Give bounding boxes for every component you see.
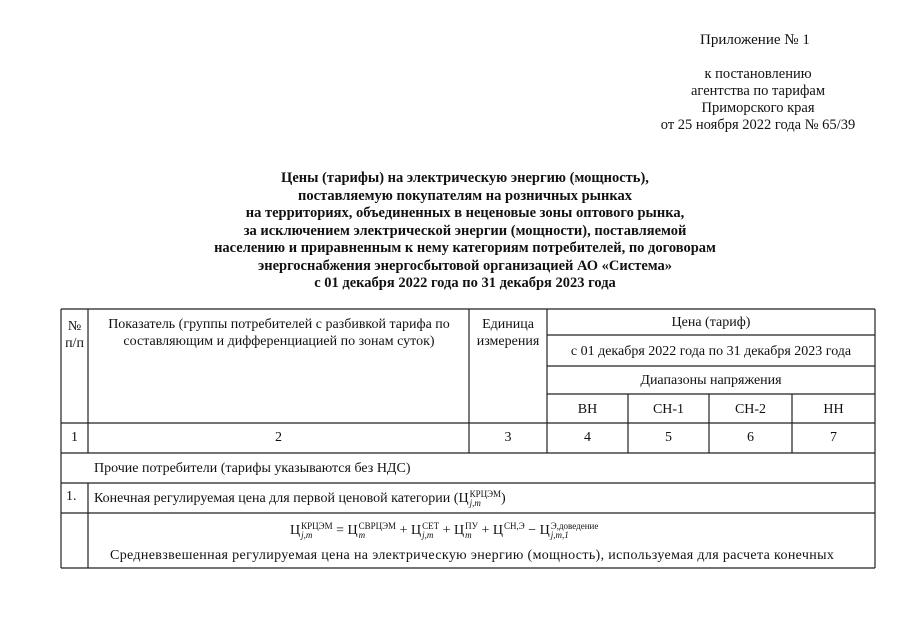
formula-term: Ц — [290, 523, 301, 539]
formula-term: Ц — [492, 523, 504, 539]
appendix-label: Приложение № 1 — [700, 32, 810, 48]
formula-sup: Э,доведение — [550, 521, 599, 531]
title-line: энергоснабжения энергосбытовой организацией АО «Система» — [257, 257, 673, 274]
decree-line: к постановлению — [704, 66, 812, 82]
title-line: с 01 декабря 2022 года по 31 декабря 2023 года — [314, 275, 616, 291]
column-number: 3 — [504, 430, 512, 445]
title-line: на территориях, объединенных в неценовые зоны оптового рынка, — [245, 205, 685, 221]
decree-line: от 25 ноября 2022 года № 65/39 — [660, 117, 856, 133]
col-header-number: № п/п — [65, 319, 84, 351]
formula-sup: КРЦЭМ — [301, 521, 333, 531]
column-number: 5 — [665, 430, 672, 445]
row1-title — [94, 490, 854, 508]
column-number: 2 — [275, 430, 282, 445]
formula-term: Ц — [410, 523, 422, 539]
title-line: поставляемую покупателям на розничных рынках — [298, 187, 632, 204]
voltage-nn: НН — [823, 402, 844, 417]
decree-line: агентства по тарифам — [691, 83, 825, 99]
title-line: населению и приравненным к нему категориям потребителей, по договорам — [214, 240, 716, 256]
formula-sup: ПУ — [465, 521, 479, 531]
voltage-ranges-label: Диапазоны напряжения — [640, 373, 782, 388]
row1-description: Средневзвешенная регулируемая цена на электрическую энергию (мощность), используемая для расчета конечных — [110, 548, 835, 563]
row1-sup: КРЦЭМ — [469, 489, 502, 499]
voltage-vn: ВН — [577, 402, 598, 417]
col-header-indicator: Показатель (группы потребителей с разбивкой тарифа по составляющим и дифференциацией по зонам суток) — [108, 317, 450, 349]
formula-term: Ц — [454, 523, 465, 539]
formula-sup: СЕТ — [422, 521, 440, 531]
formula-term: Ц — [539, 523, 550, 539]
formula-sup: СВРЦЭМ — [358, 521, 397, 531]
row-number: 1. — [66, 489, 77, 504]
column-number: 7 — [830, 430, 837, 445]
column-number: 1 — [71, 430, 78, 445]
row1-sub: j,m — [469, 498, 481, 508]
col-header-unit: Единица измерения — [476, 317, 540, 349]
decree-line: Приморского края — [701, 100, 815, 116]
formula-term: Ц — [347, 523, 358, 539]
row1-close: ) — [501, 491, 506, 507]
formula-sub: j,m — [301, 530, 313, 540]
title-line: Цены (тарифы) на электрическую энергию (мощность), — [281, 170, 649, 186]
formula-sub: j,m — [422, 530, 434, 540]
period-label: с 01 декабря 2022 года по 31 декабря 2023 года — [570, 344, 852, 359]
voltage-sn2: СН-2 — [734, 402, 767, 417]
formula-sub: m — [465, 530, 472, 540]
formula-sup: СН,Э — [504, 521, 525, 531]
column-number: 6 — [747, 430, 754, 445]
section-other-consumers: Прочие потребители (тарифы указываются без НДС) — [94, 461, 411, 476]
formula-sub: j,m,1 — [550, 530, 569, 540]
column-number: 4 — [584, 430, 591, 445]
title-line: за исключением электрической энергии (мощности), поставляемой — [243, 222, 687, 239]
row1-text: Конечная регулируемая цена для первой ценовой категории (Ц — [94, 491, 469, 507]
price-formula: Ц КРЦЭМ j,m = Ц СВРЦЭМ m + Ц СЕТ j,m + Ц ПУ m + Ц СН,Э − Ц Э,доведение j,m,1 — [290, 521, 599, 540]
formula-sub: m — [358, 530, 366, 540]
col-header-price: Цена (тариф) — [671, 315, 751, 330]
voltage-sn1: СН-1 — [652, 402, 685, 417]
